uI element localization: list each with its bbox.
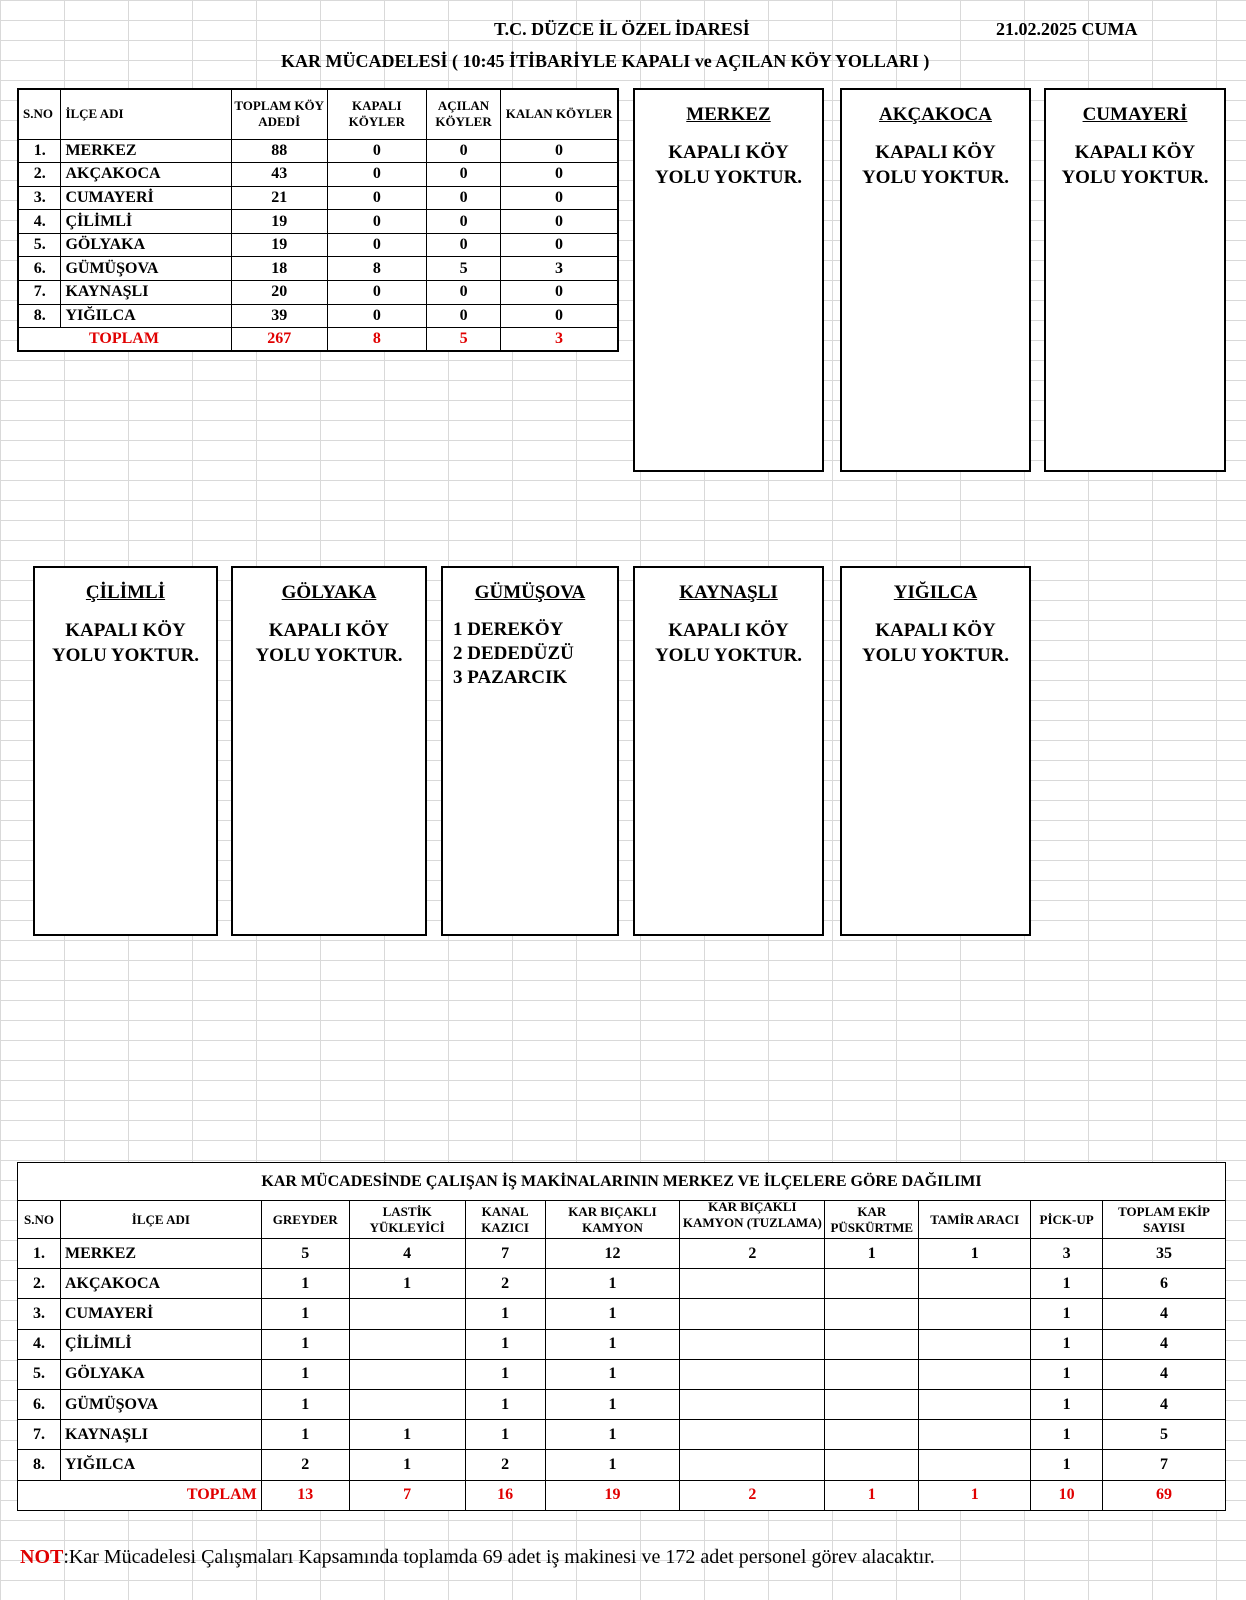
row-value: 1: [545, 1359, 680, 1389]
row-closed: 0: [327, 304, 427, 328]
row-opened: 0: [427, 186, 501, 210]
machines-table-header: [18, 1201, 1226, 1239]
row-district: ÇİLİMLİ: [60, 1329, 261, 1359]
row-value: [825, 1389, 919, 1419]
row-district: MERKEZ: [60, 1239, 261, 1269]
org-title: T.C. DÜZCE İL ÖZEL İDARESİ: [494, 19, 750, 39]
row-district: KAYNAŞLI: [60, 1420, 261, 1450]
col-total-villages: TOPLAM KÖY ADEDİ: [231, 89, 327, 139]
row-value: 3: [1031, 1239, 1103, 1269]
row-value: [919, 1420, 1031, 1450]
row-no: 1.: [18, 1239, 61, 1269]
total-value: 10: [1031, 1480, 1103, 1510]
table-row: [18, 233, 618, 257]
total-value: 19: [545, 1480, 680, 1510]
panel-gumusova: [441, 566, 619, 936]
panel-title: ÇİLİMLİ: [85, 582, 166, 603]
row-no: 5.: [18, 233, 61, 257]
row-no: 4.: [18, 210, 61, 234]
row-value: 35: [1103, 1239, 1226, 1269]
row-no: 3.: [18, 1299, 61, 1329]
table-row: [18, 1450, 1226, 1480]
row-value: 1: [261, 1420, 349, 1450]
row-value: 7: [1103, 1450, 1226, 1480]
row-value: [680, 1420, 825, 1450]
row-no: 6.: [18, 1389, 61, 1419]
row-value: 1: [465, 1299, 545, 1329]
panel-title: GÖLYAKA: [281, 582, 377, 603]
total-value: 1: [825, 1480, 919, 1510]
machines-table-caption: KAR MÜCADESİNDE ÇALIŞAN İŞ MAKİNALARININ MERKEZ VE İLÇELERE GÖRE DAĞILIMI: [18, 1163, 1226, 1201]
col-pickup: PİCK-UP: [1031, 1201, 1103, 1239]
table-row: [18, 1299, 1226, 1329]
row-value: [825, 1450, 919, 1480]
row-value: 1: [1031, 1269, 1103, 1299]
row-value: [919, 1329, 1031, 1359]
panel-text: KAPALI KÖY YOLU YOKTUR.: [654, 620, 803, 666]
row-value: [825, 1359, 919, 1389]
list-item: 2 DEDEDÜZÜ: [453, 643, 574, 664]
row-value: 5: [261, 1239, 349, 1269]
row-value: 1: [261, 1329, 349, 1359]
row-value: [680, 1299, 825, 1329]
total-value: 1: [919, 1480, 1031, 1510]
row-district: AKÇAKOCA: [60, 1269, 261, 1299]
col-sno: S.NO: [18, 89, 61, 139]
row-value: 1: [465, 1329, 545, 1359]
row-closed: 0: [327, 210, 427, 234]
panel-akcakoca: [840, 88, 1031, 472]
row-value: 1: [545, 1389, 680, 1419]
table-row: [18, 1269, 1226, 1299]
row-remaining: 0: [500, 186, 618, 210]
note-label: NOT: [20, 1546, 64, 1568]
col-wheel-loader: LASTİK YÜKLEYİCİ: [349, 1201, 465, 1239]
row-value: [919, 1269, 1031, 1299]
row-opened: 0: [427, 304, 501, 328]
machines-table: [17, 1162, 1226, 1511]
row-value: 4: [349, 1239, 465, 1269]
col-sno: S.NO: [18, 1201, 61, 1239]
panel-title: CUMAYERİ: [1082, 104, 1188, 125]
row-remaining: 0: [500, 163, 618, 187]
row-value: 4: [1103, 1359, 1226, 1389]
row-district: CUMAYERİ: [61, 186, 231, 210]
row-total: 43: [231, 163, 327, 187]
table-row: [18, 281, 618, 305]
row-value: 2: [261, 1450, 349, 1480]
panel-text: KAPALI KÖY YOLU YOKTUR.: [861, 620, 1010, 666]
row-district: KAYNAŞLI: [61, 281, 231, 305]
row-value: 12: [545, 1239, 680, 1269]
row-value: 1: [545, 1329, 680, 1359]
total-value: 13: [261, 1480, 349, 1510]
row-value: [349, 1389, 465, 1419]
total-row: [18, 328, 618, 352]
row-closed: 0: [327, 139, 427, 163]
row-value: [919, 1450, 1031, 1480]
row-value: 1: [545, 1420, 680, 1450]
total-label: TOPLAM: [18, 328, 231, 352]
row-closed: 0: [327, 186, 427, 210]
total-label: TOPLAM: [18, 1480, 262, 1510]
row-no: 1.: [18, 139, 61, 163]
row-district: YIĞILCA: [60, 1450, 261, 1480]
row-district: GÜMÜŞOVA: [61, 257, 231, 281]
total-value: 69: [1103, 1480, 1226, 1510]
row-no: 3.: [18, 186, 61, 210]
row-value: 1: [261, 1299, 349, 1329]
row-total: 39: [231, 304, 327, 328]
table-row: [18, 139, 618, 163]
panel-cilimli: [33, 566, 218, 936]
roads-table: [17, 88, 619, 352]
col-snowplow-truck: KAR BIÇAKLI KAMYON: [545, 1201, 680, 1239]
row-district: GÖLYAKA: [61, 233, 231, 257]
total-total: 267: [231, 328, 327, 352]
row-closed: 0: [327, 281, 427, 305]
row-value: [349, 1299, 465, 1329]
col-closed: KAPALI KÖYLER: [327, 89, 427, 139]
row-value: 4: [1103, 1329, 1226, 1359]
row-value: 1: [1031, 1359, 1103, 1389]
table-row: [18, 1329, 1226, 1359]
table-row: [18, 210, 618, 234]
panel-text: KAPALI KÖY YOLU YOKTUR.: [1061, 142, 1209, 188]
row-district: YIĞILCA: [61, 304, 231, 328]
panel-title: YIĞILCA: [893, 582, 978, 603]
total-value: 16: [465, 1480, 545, 1510]
row-no: 2.: [18, 163, 61, 187]
row-value: [680, 1359, 825, 1389]
roads-table-header: [18, 89, 618, 139]
col-excavator: KANAL KAZICI: [465, 1201, 545, 1239]
row-district: GÖLYAKA: [60, 1359, 261, 1389]
row-value: [919, 1359, 1031, 1389]
note-text: :Kar Mücadelesi Çalışmaları Kapsamında toplamda 69 adet iş makinesi ve 172 adet personel görev alacaktır.: [63, 1546, 935, 1568]
panel-merkez: [633, 88, 824, 472]
panel-title: GÜMÜŞOVA: [474, 582, 586, 603]
row-value: 1: [545, 1299, 680, 1329]
row-value: [825, 1329, 919, 1359]
row-value: 1: [261, 1389, 349, 1419]
row-value: [680, 1269, 825, 1299]
row-value: 1: [349, 1269, 465, 1299]
list-item: 1 DEREKÖY: [453, 619, 564, 640]
row-value: 6: [1103, 1269, 1226, 1299]
panel-text: KAPALI KÖY YOLU YOKTUR.: [51, 620, 200, 666]
row-total: 21: [231, 186, 327, 210]
panel-golyaka: [231, 566, 427, 936]
table-row: [18, 1239, 1226, 1269]
total-closed: 8: [327, 328, 427, 352]
row-remaining: 0: [500, 233, 618, 257]
row-value: [349, 1329, 465, 1359]
row-remaining: 0: [500, 281, 618, 305]
row-remaining: 0: [500, 139, 618, 163]
row-value: [825, 1299, 919, 1329]
footer-note: [20, 1546, 935, 1569]
table-row: [18, 257, 618, 281]
table-row: [18, 1420, 1226, 1450]
row-value: [680, 1329, 825, 1359]
row-value: [919, 1299, 1031, 1329]
row-value: 7: [465, 1239, 545, 1269]
row-opened: 0: [427, 163, 501, 187]
row-value: 1: [349, 1450, 465, 1480]
col-total-teams: TOPLAM EKİP SAYISI: [1103, 1201, 1226, 1239]
row-value: 1: [349, 1420, 465, 1450]
row-district: MERKEZ: [61, 139, 231, 163]
row-district: CUMAYERİ: [60, 1299, 261, 1329]
col-district: İLÇE ADI: [60, 1201, 261, 1239]
row-closed: 8: [327, 257, 427, 281]
row-value: 4: [1103, 1299, 1226, 1329]
total-opened: 5: [427, 328, 501, 352]
row-opened: 0: [427, 233, 501, 257]
table-row: [18, 1389, 1226, 1419]
total-value: 7: [349, 1480, 465, 1510]
panel-text: KAPALI KÖY YOLU YOKTUR.: [654, 142, 803, 188]
row-value: 4: [1103, 1389, 1226, 1419]
row-value: 1: [261, 1269, 349, 1299]
row-closed: 0: [327, 233, 427, 257]
col-snow-blower: KAR PÜSKÜRTME: [825, 1201, 919, 1239]
row-value: 1: [465, 1389, 545, 1419]
panel-text: KAPALI KÖY YOLU YOKTUR.: [255, 620, 403, 666]
table-row: [18, 304, 618, 328]
row-opened: 0: [427, 210, 501, 234]
row-value: 1: [465, 1359, 545, 1389]
panel-title: MERKEZ: [686, 104, 771, 125]
row-district: GÜMÜŞOVA: [60, 1389, 261, 1419]
col-repair-vehicle: TAMİR ARACI: [919, 1201, 1031, 1239]
table-row: [18, 1359, 1226, 1389]
row-value: 2: [465, 1269, 545, 1299]
row-remaining: 0: [500, 210, 618, 234]
row-value: [825, 1420, 919, 1450]
row-value: 2: [465, 1450, 545, 1480]
row-value: [825, 1269, 919, 1299]
total-row: [18, 1480, 1226, 1510]
col-remaining: KALAN KÖYLER: [500, 89, 618, 139]
row-remaining: 3: [500, 257, 618, 281]
panel-text: KAPALI KÖY YOLU YOKTUR.: [861, 142, 1010, 188]
row-value: 1: [825, 1239, 919, 1269]
row-closed: 0: [327, 163, 427, 187]
row-total: 19: [231, 233, 327, 257]
row-value: 1: [1031, 1450, 1103, 1480]
col-district: İLÇE ADI: [61, 89, 231, 139]
panel-title: KAYNAŞLI: [679, 582, 778, 603]
total-remaining: 3: [500, 328, 618, 352]
row-value: 1: [1031, 1299, 1103, 1329]
list-item: 3 PAZARCIK: [453, 667, 568, 688]
row-value: 5: [1103, 1420, 1226, 1450]
row-value: 1: [1031, 1420, 1103, 1450]
row-value: [349, 1359, 465, 1389]
row-no: 2.: [18, 1269, 61, 1299]
row-district: AKÇAKOCA: [61, 163, 231, 187]
col-opened: AÇILAN KÖYLER: [427, 89, 501, 139]
row-no: 7.: [18, 281, 61, 305]
col-salting-truck: KAR BIÇAKLI KAMYON (TUZLAMA): [680, 1201, 825, 1239]
row-value: 1: [919, 1239, 1031, 1269]
row-total: 20: [231, 281, 327, 305]
row-value: 1: [1031, 1329, 1103, 1359]
panel-kaynasli: [633, 566, 824, 936]
row-opened: 5: [427, 257, 501, 281]
row-total: 88: [231, 139, 327, 163]
report-subtitle: KAR MÜCADELESİ ( 10:45 İTİBARİYLE KAPALI ve AÇILAN KÖY YOLLARI ): [281, 51, 930, 71]
row-opened: 0: [427, 281, 501, 305]
row-value: [919, 1389, 1031, 1419]
row-value: 1: [261, 1359, 349, 1389]
panel-title: AKÇAKOCA: [879, 104, 992, 125]
row-value: [680, 1450, 825, 1480]
total-value: 2: [680, 1480, 825, 1510]
table-row: [18, 163, 618, 187]
panel-cumayeri: [1044, 88, 1226, 472]
row-total: 18: [231, 257, 327, 281]
row-value: 1: [1031, 1389, 1103, 1419]
row-no: 8.: [18, 304, 61, 328]
col-grader: GREYDER: [261, 1201, 349, 1239]
row-total: 19: [231, 210, 327, 234]
panel-yigilca: [840, 566, 1031, 936]
row-district: ÇİLİMLİ: [61, 210, 231, 234]
row-value: 1: [545, 1269, 680, 1299]
row-value: 1: [465, 1420, 545, 1450]
closed-village-list: [443, 618, 617, 690]
row-opened: 0: [427, 139, 501, 163]
report-date: 21.02.2025 CUMA: [996, 19, 1138, 39]
row-no: 6.: [18, 257, 61, 281]
row-value: 2: [680, 1239, 825, 1269]
row-value: 1: [545, 1450, 680, 1480]
row-value: [680, 1389, 825, 1419]
row-no: 4.: [18, 1329, 61, 1359]
row-no: 8.: [18, 1450, 61, 1480]
row-no: 5.: [18, 1359, 61, 1389]
table-row: [18, 186, 618, 210]
row-remaining: 0: [500, 304, 618, 328]
row-no: 7.: [18, 1420, 61, 1450]
